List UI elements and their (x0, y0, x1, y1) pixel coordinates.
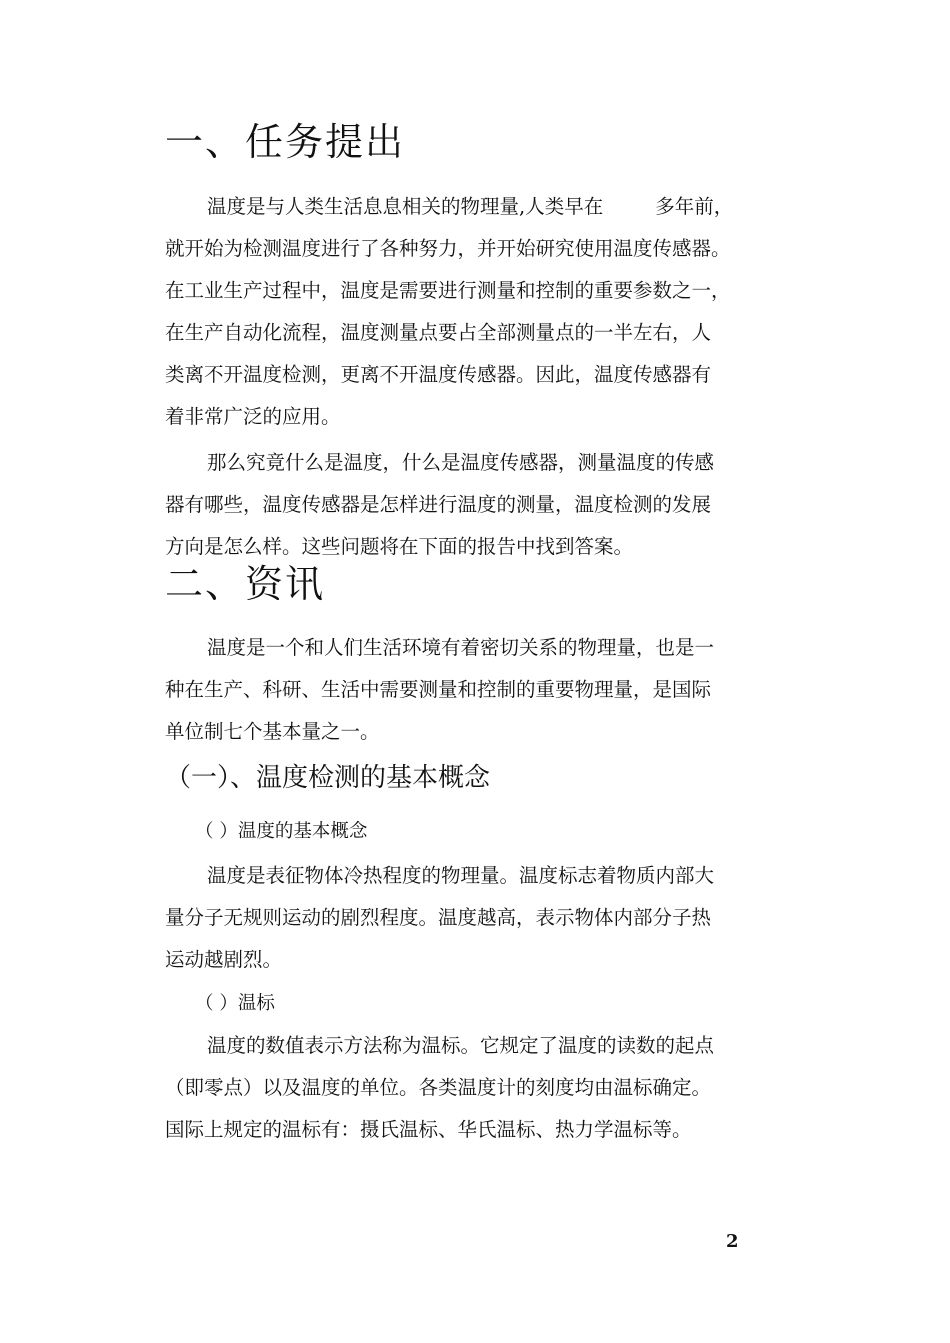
paragraph-line: 温度是与人类生活息息相关的物理量,人类早在 多年前， (207, 195, 734, 218)
section-2-title: 二、资讯 (165, 562, 326, 606)
paragraph-line: 量分子无规则运动的剧烈程度。温度越高，表示物体内部分子热 (165, 906, 712, 929)
paragraph-line: 运动越剧烈。 (165, 948, 283, 971)
item-2-paragraph (165, 1025, 790, 1151)
paragraph-line: （即零点）以及温度的单位。各类温度计的刻度均由温标确定。 (165, 1076, 712, 1099)
paragraph-line: 单位制七个基本量之一。 (165, 720, 380, 743)
item-1-heading: （ ）温度的基本概念 (195, 821, 368, 842)
subsection-title: （一）、温度检测的基本概念 (165, 763, 491, 793)
paragraph-line: 温度是表征物体冷热程度的物理量。温度标志着物质内部大 (207, 864, 715, 887)
item-2-heading: （ ）温标 (195, 993, 275, 1014)
paragraph-line: 种在生产、科研、生活中需要测量和控制的重要物理量，是国际 (165, 678, 712, 701)
paragraph-line: 国际上规定的温标有：摄氏温标、华氏温标、热力学温标等。 (165, 1118, 692, 1141)
paragraph-line: 着非常广泛的应用。 (165, 405, 341, 428)
section-1-title: 一、任务提出 (165, 120, 406, 164)
section-1-paragraph-2 (165, 442, 790, 568)
paragraph-line: 就开始为检测温度进行了各种努力，并开始研究使用温度传感器。 (165, 237, 731, 260)
page-number: 2 (726, 1231, 739, 1252)
section-2-paragraph-1 (165, 627, 790, 753)
item-1-paragraph (165, 855, 790, 981)
paragraph-line: 在工业生产过程中，温度是需要进行测量和控制的重要参数之一， (165, 279, 731, 302)
paragraph-line: 温度的数值表示方法称为温标。它规定了温度的读数的起点 (207, 1034, 715, 1057)
paragraph-line: 在生产自动化流程，温度测量点要占全部测量点的一半左右，人 (165, 321, 712, 344)
paragraph-line: 那么究竟什么是温度，什么是温度传感器，测量温度的传感 (207, 451, 715, 474)
paragraph-line: 器有哪些，温度传感器是怎样进行温度的测量，温度检测的发展 (165, 493, 712, 516)
paragraph-line: 类离不开温度检测，更离不开温度传感器。因此，温度传感器有 (165, 363, 712, 386)
paragraph-line: 温度是一个和人们生活环境有着密切关系的物理量，也是一 (207, 636, 715, 659)
section-1-paragraph-1 (165, 186, 790, 438)
paragraph-line: 方向是怎么样。这些问题将在下面的报告中找到答案。 (165, 535, 634, 558)
